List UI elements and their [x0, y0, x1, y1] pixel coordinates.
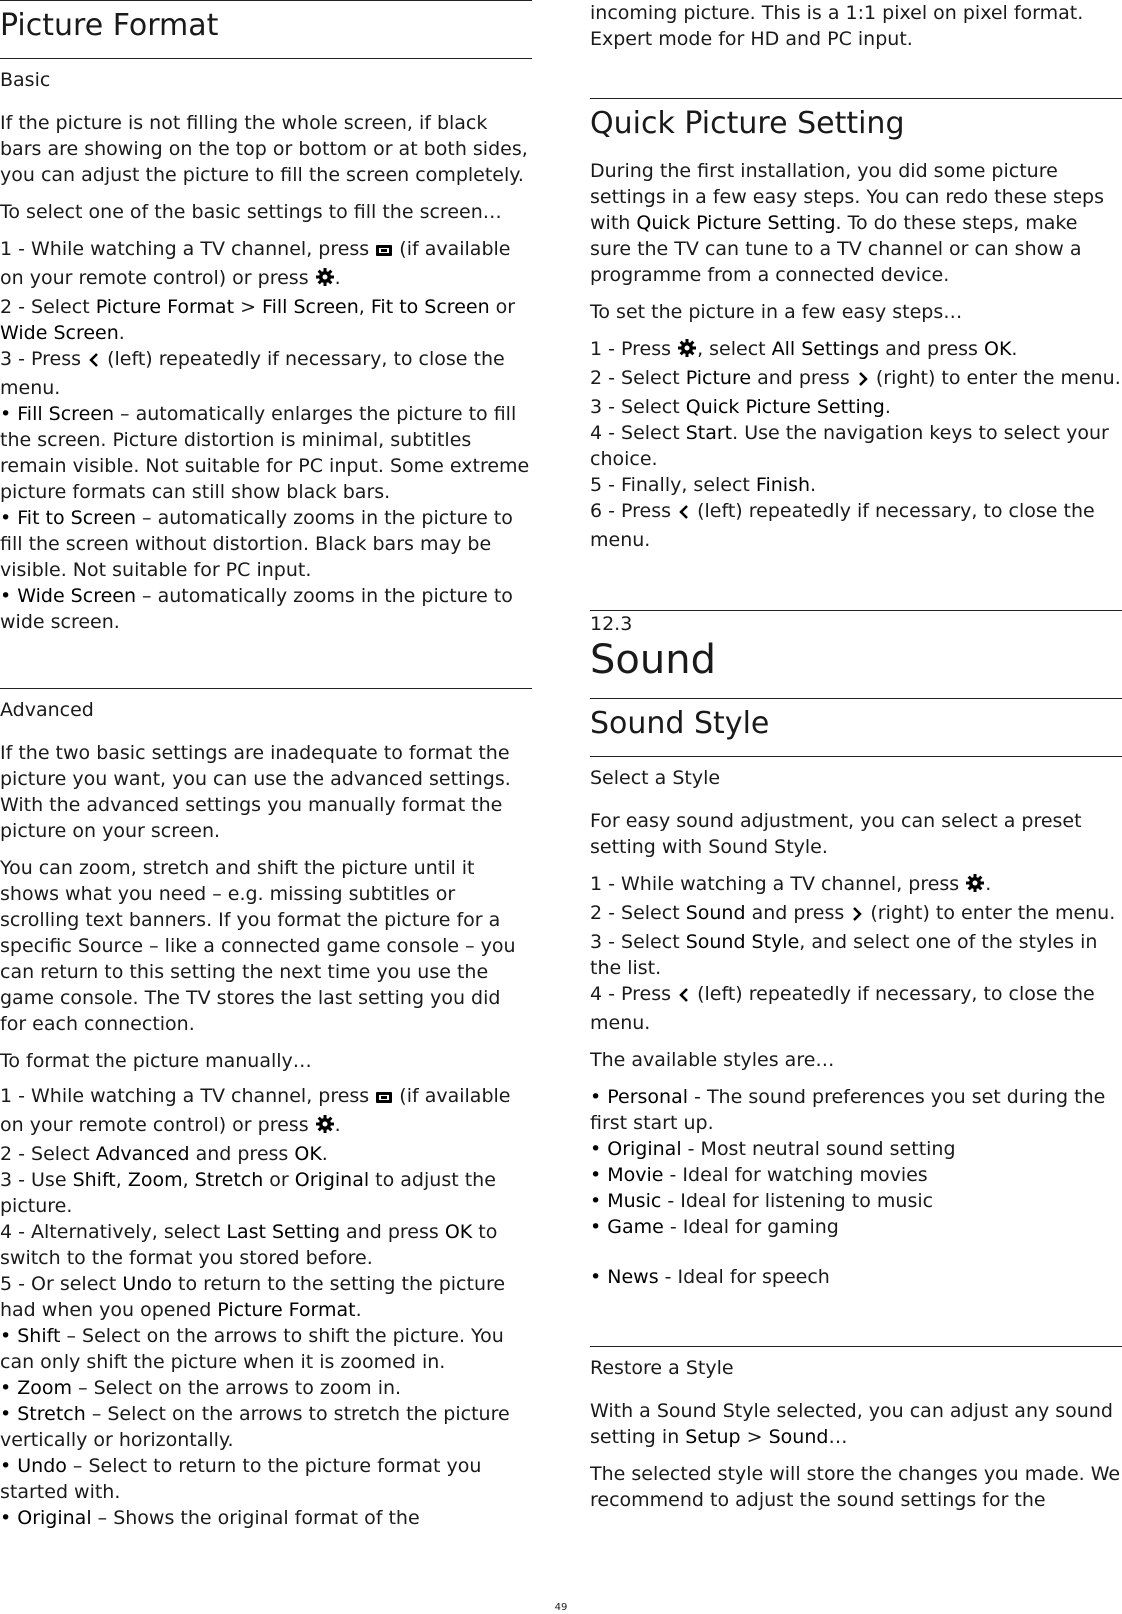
chevron-left-icon	[677, 501, 691, 527]
list-item: • Fill Screen – automatically enlarges the picture to fill the screen. Picture distortion is minimal, subtitles remain visible. Not suitable for PC input. Some extreme picture formats can still show black bars.	[0, 403, 530, 503]
settings-icon	[677, 338, 697, 365]
settings-icon	[315, 267, 335, 294]
style-list	[590, 1084, 1122, 1290]
paragraph: The selected style will store the changes you made. We recommend to adjust the sound settings for the	[590, 1463, 1121, 1511]
chevron-left-icon	[87, 349, 101, 375]
chevron-right-icon	[850, 903, 864, 929]
step: 3 - Use Shift, Zoom, Stretch or Original to adjust the picture.	[0, 1169, 496, 1217]
step: 2 - Select Advanced and press OK.	[0, 1143, 328, 1165]
list-item: • Personal - The sound preferences you set during the first start up.	[590, 1086, 1106, 1134]
page-title: Picture Format	[0, 8, 219, 43]
list-item: • Stretch – Select on the arrows to stretch the picture vertically or horizontally.	[0, 1403, 510, 1451]
restore-body	[590, 1398, 1122, 1513]
step: 2 - Select Sound and press (right) to enter the menu.	[590, 900, 1122, 929]
paragraph: If the picture is not filling the whole screen, if black bars are showing on the top or bottom or at both sides, you can adjust the picture to fill the screen completely.	[0, 112, 528, 186]
paragraph: You can zoom, stretch and shift the picture until it shows what you need – e.g. missing subtitles or scrolling text banners. If you format the picture for a specific Source – like a connected game console – you can return to this setting the next time you use the game console. The TV stores the last setting you did for each connection.	[0, 857, 516, 1035]
settings-icon	[965, 873, 985, 900]
list-item: • News - Ideal for speech	[590, 1266, 830, 1288]
list-item: • Wide Screen – automatically zooms in the picture to wide screen.	[0, 585, 513, 633]
step: 4 - Press (left) repeatedly if necessary, to close the menu.	[590, 983, 1095, 1034]
sound-style-body	[590, 808, 1122, 1290]
paragraph: To select one of the basic settings to fill the screen…	[0, 201, 502, 223]
section-title: Quick Picture Setting	[590, 106, 905, 141]
divider	[590, 756, 1122, 757]
step: 4 - Select Start. Use the navigation keys to select your choice.	[590, 422, 1109, 470]
step: 3 - Select Quick Picture Setting.	[590, 396, 891, 418]
chevron-left-icon	[677, 984, 691, 1010]
step: 2 - Select Picture and press (right) to enter the menu.	[590, 365, 1122, 394]
step: 5 - Or select Undo to return to the setting the picture had when you opened Picture Format.	[0, 1273, 506, 1321]
basic-body	[0, 110, 532, 635]
list-item: • Fit to Screen – automatically zooms in the picture to fill the screen without distortion. Black bars may be visible. Not suitable for PC input.	[0, 507, 513, 581]
paragraph: To set the picture in a few easy steps…	[590, 301, 963, 323]
chapter-number: 12.3	[590, 613, 633, 635]
list-item: • Shift – Select on the arrows to shift the picture. You can only shift the picture when it is zoomed in.	[0, 1325, 504, 1373]
list-item: • Original – Shows the original format of the	[0, 1507, 420, 1529]
divider	[0, 0, 532, 1]
advanced-body	[0, 740, 532, 1531]
step: 4 - Alternatively, select Last Setting and press OK to switch to the format you stored before.	[0, 1221, 498, 1269]
qps-body	[590, 158, 1122, 553]
paragraph: The available styles are…	[590, 1049, 835, 1071]
page-number: 49	[554, 1602, 568, 1613]
divider	[0, 688, 532, 689]
step: 3 - Press (left) repeatedly if necessary, to close the menu.	[0, 348, 505, 399]
step: 1 - Press , select All Settings and press OK.	[590, 336, 1122, 365]
divider	[590, 1346, 1122, 1347]
settings-icon	[315, 1114, 335, 1141]
list-item: • Undo – Select to return to the picture format you started with.	[0, 1455, 482, 1503]
divider	[0, 58, 532, 59]
tv-format-icon	[375, 239, 393, 265]
list-item: • Music - Ideal for listening to music	[590, 1190, 934, 1212]
basic-heading: Basic	[0, 69, 51, 91]
list-item: • Movie - Ideal for watching movies	[590, 1164, 928, 1186]
section-title: Sound Style	[590, 706, 770, 741]
step: 1 - While watching a TV channel, press (if available on your remote control) or press .	[0, 236, 532, 294]
advanced-heading: Advanced	[0, 699, 94, 721]
tv-format-icon	[375, 1086, 393, 1112]
divider	[590, 610, 1122, 611]
step: 5 - Finally, select Finish.	[590, 474, 817, 496]
list-item: • Game - Ideal for gaming	[590, 1216, 839, 1238]
continued-text: incoming picture. This is a 1:1 pixel on pixel format. Expert mode for HD and PC input.	[590, 2, 1084, 50]
paragraph: With a Sound Style selected, you can adjust any sound setting in Setup > Sound…	[590, 1400, 1113, 1448]
subsection-heading: Select a Style	[590, 767, 721, 789]
step: 2 - Select Picture Format > Fill Screen, Fit to Screen or Wide Screen.	[0, 296, 516, 344]
step: 3 - Select Sound Style, and select one of the styles in the list.	[590, 931, 1098, 979]
step: 1 - While watching a TV channel, press (if available on your remote control) or press .	[0, 1083, 532, 1141]
step: 6 - Press (left) repeatedly if necessary, to close the menu.	[590, 500, 1095, 551]
paragraph: To format the picture manually…	[0, 1050, 312, 1072]
paragraph: If the two basic settings are inadequate to format the picture you want, you can use the advanced settings. With the advanced settings you manually format the picture on your screen.	[0, 742, 511, 842]
chapter-title: Sound	[590, 637, 716, 683]
divider	[590, 698, 1122, 699]
paragraph: For easy sound adjustment, you can select a preset setting with Sound Style.	[590, 810, 1082, 858]
subsection-heading: Restore a Style	[590, 1357, 734, 1379]
list-item: • Zoom – Select on the arrows to zoom in.	[0, 1377, 402, 1399]
list-item: • Original - Most neutral sound setting	[590, 1138, 956, 1160]
divider	[590, 98, 1122, 99]
chevron-right-icon	[856, 368, 870, 394]
paragraph: During the first installation, you did some picture settings in a few easy steps. You can redo these steps with Quick Picture Setting. To do these steps, make sure the TV can tune to a TV channel or can show a programme from a connected device.	[590, 160, 1104, 286]
step: 1 - While watching a TV channel, press .	[590, 871, 1122, 900]
